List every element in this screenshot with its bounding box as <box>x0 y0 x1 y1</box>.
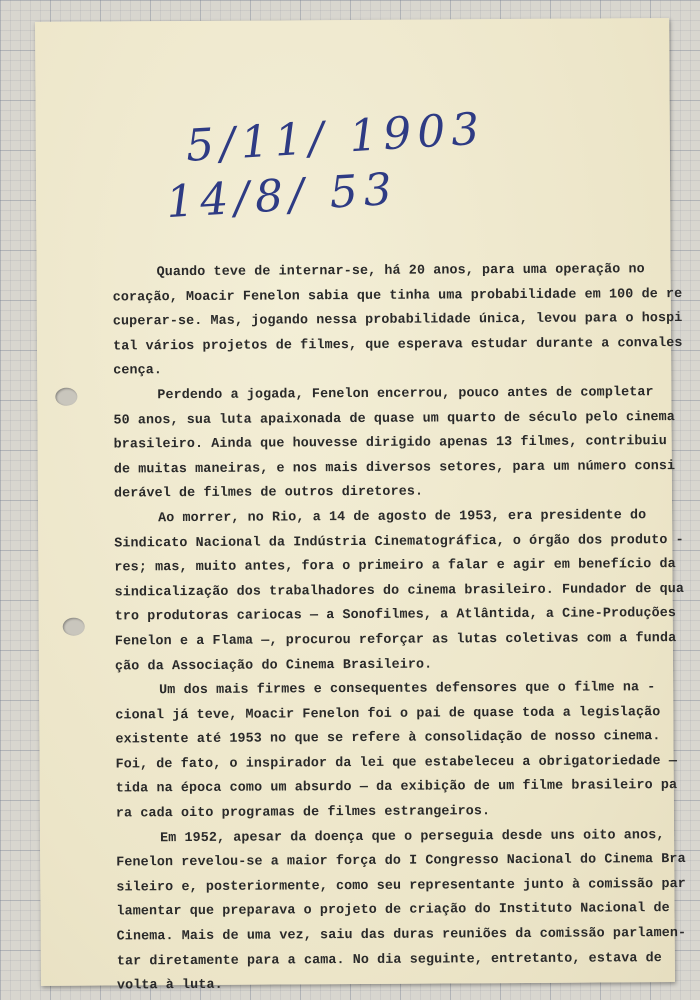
text-line: Ao morrer, no Rio, a 14 de agosto de 1953, era presidente do <box>158 508 647 527</box>
text-line: Perdendo a jogada, Fenelon encerrou, pouco antes de completar <box>157 385 654 404</box>
text-line: cença. <box>113 363 163 379</box>
text-line: tro produtoras cariocas — a Sonofilmes, a Atlântida, a Cine-Produções <box>114 606 677 625</box>
text-line: tar diretamente para a cama. No dia seguinte, entretanto, estava de <box>116 950 662 970</box>
text-line: cuperar-se. Mas, jogando nessa probabilidade única, levou para o hospi <box>112 311 683 330</box>
text-line: res; mas, muito antes, fora o primeiro a falar e agir em benefício da <box>114 557 676 576</box>
text-line: derável de filmes de outros diretores. <box>113 484 424 502</box>
handwritten-dates <box>35 18 670 262</box>
text-line: Fenelon revelou-se a maior força do I Congresso Nacional do Cinema Bra <box>116 852 686 871</box>
text-line: Um dos mais firmes e consequentes defensores que o filme na - <box>159 680 656 699</box>
typed-document-sheet <box>35 18 687 994</box>
text-line: Sindicato Nacional da Indústria Cinematográfica, o órgão dos produto - <box>114 532 684 552</box>
text-line: brasileiro. Ainda que houvesse dirigido apenas 13 filmes, contribuiu <box>113 434 667 453</box>
text-line: existente até 1953 no que se refere à consolidação de nosso cinema. <box>115 729 661 748</box>
text-line: ra cada oito programas de filmes estrangeiros. <box>115 804 491 822</box>
text-line: tida na época como um absurdo — da exibição de um filme brasileiro pa <box>115 778 678 797</box>
text-line: tal vários projetos de filmes, que esperava estudar durante a convales <box>113 335 683 355</box>
text-line: Foi, de fato, o inspirador da lei que estabeleceu a obrigatoriedade — <box>115 753 678 773</box>
text-line: ção da Associação do Cinema Brasileiro. <box>114 657 433 674</box>
text-line: cional já teve, Moacir Fenelon foi o pai de quase toda a legislação <box>115 704 661 724</box>
text-line: 50 anos, sua luta apaixonada de quase um quarto de século pelo cinema <box>113 409 675 429</box>
text-line: Em 1952, apesar da doença que o perseguia desde uns oito anos, <box>160 827 665 846</box>
text-line: Cinema. Mais de uma vez, saiu das duras reuniões da comissão parlamen- <box>116 926 687 945</box>
punch-hole-bottom <box>63 618 85 636</box>
text-line: volta à luta. <box>116 978 223 994</box>
text-line: coração, Moacir Fenelon sabia que tinha uma probabilidade em 100 de re <box>112 286 683 306</box>
handwritten-date-death: 14/8/ 53 <box>164 163 400 229</box>
typed-text-body <box>112 258 687 999</box>
punch-hole-top <box>55 388 77 406</box>
text-line: Quando teve de internar-se, há 20 anos, para uma operação no <box>156 262 645 281</box>
text-line: de muitas maneiras, e nos mais diversos setores, para um número consi <box>113 458 676 478</box>
handwritten-date-birth: 5/11/ 1903 <box>184 103 487 172</box>
text-line: lamentar que preparava o projeto de criação do Instituto Nacional de <box>116 901 670 920</box>
text-line: Fenelon e a Flama —, procurou reforçar as lutas coletivas com a funda <box>114 630 677 650</box>
text-line: sileiro e, posteriormente, como seu representante junto à comissão par <box>116 876 686 896</box>
text-line: sindicalização dos trabalhadores do cinema brasileiro. Fundador de qua <box>114 581 685 601</box>
